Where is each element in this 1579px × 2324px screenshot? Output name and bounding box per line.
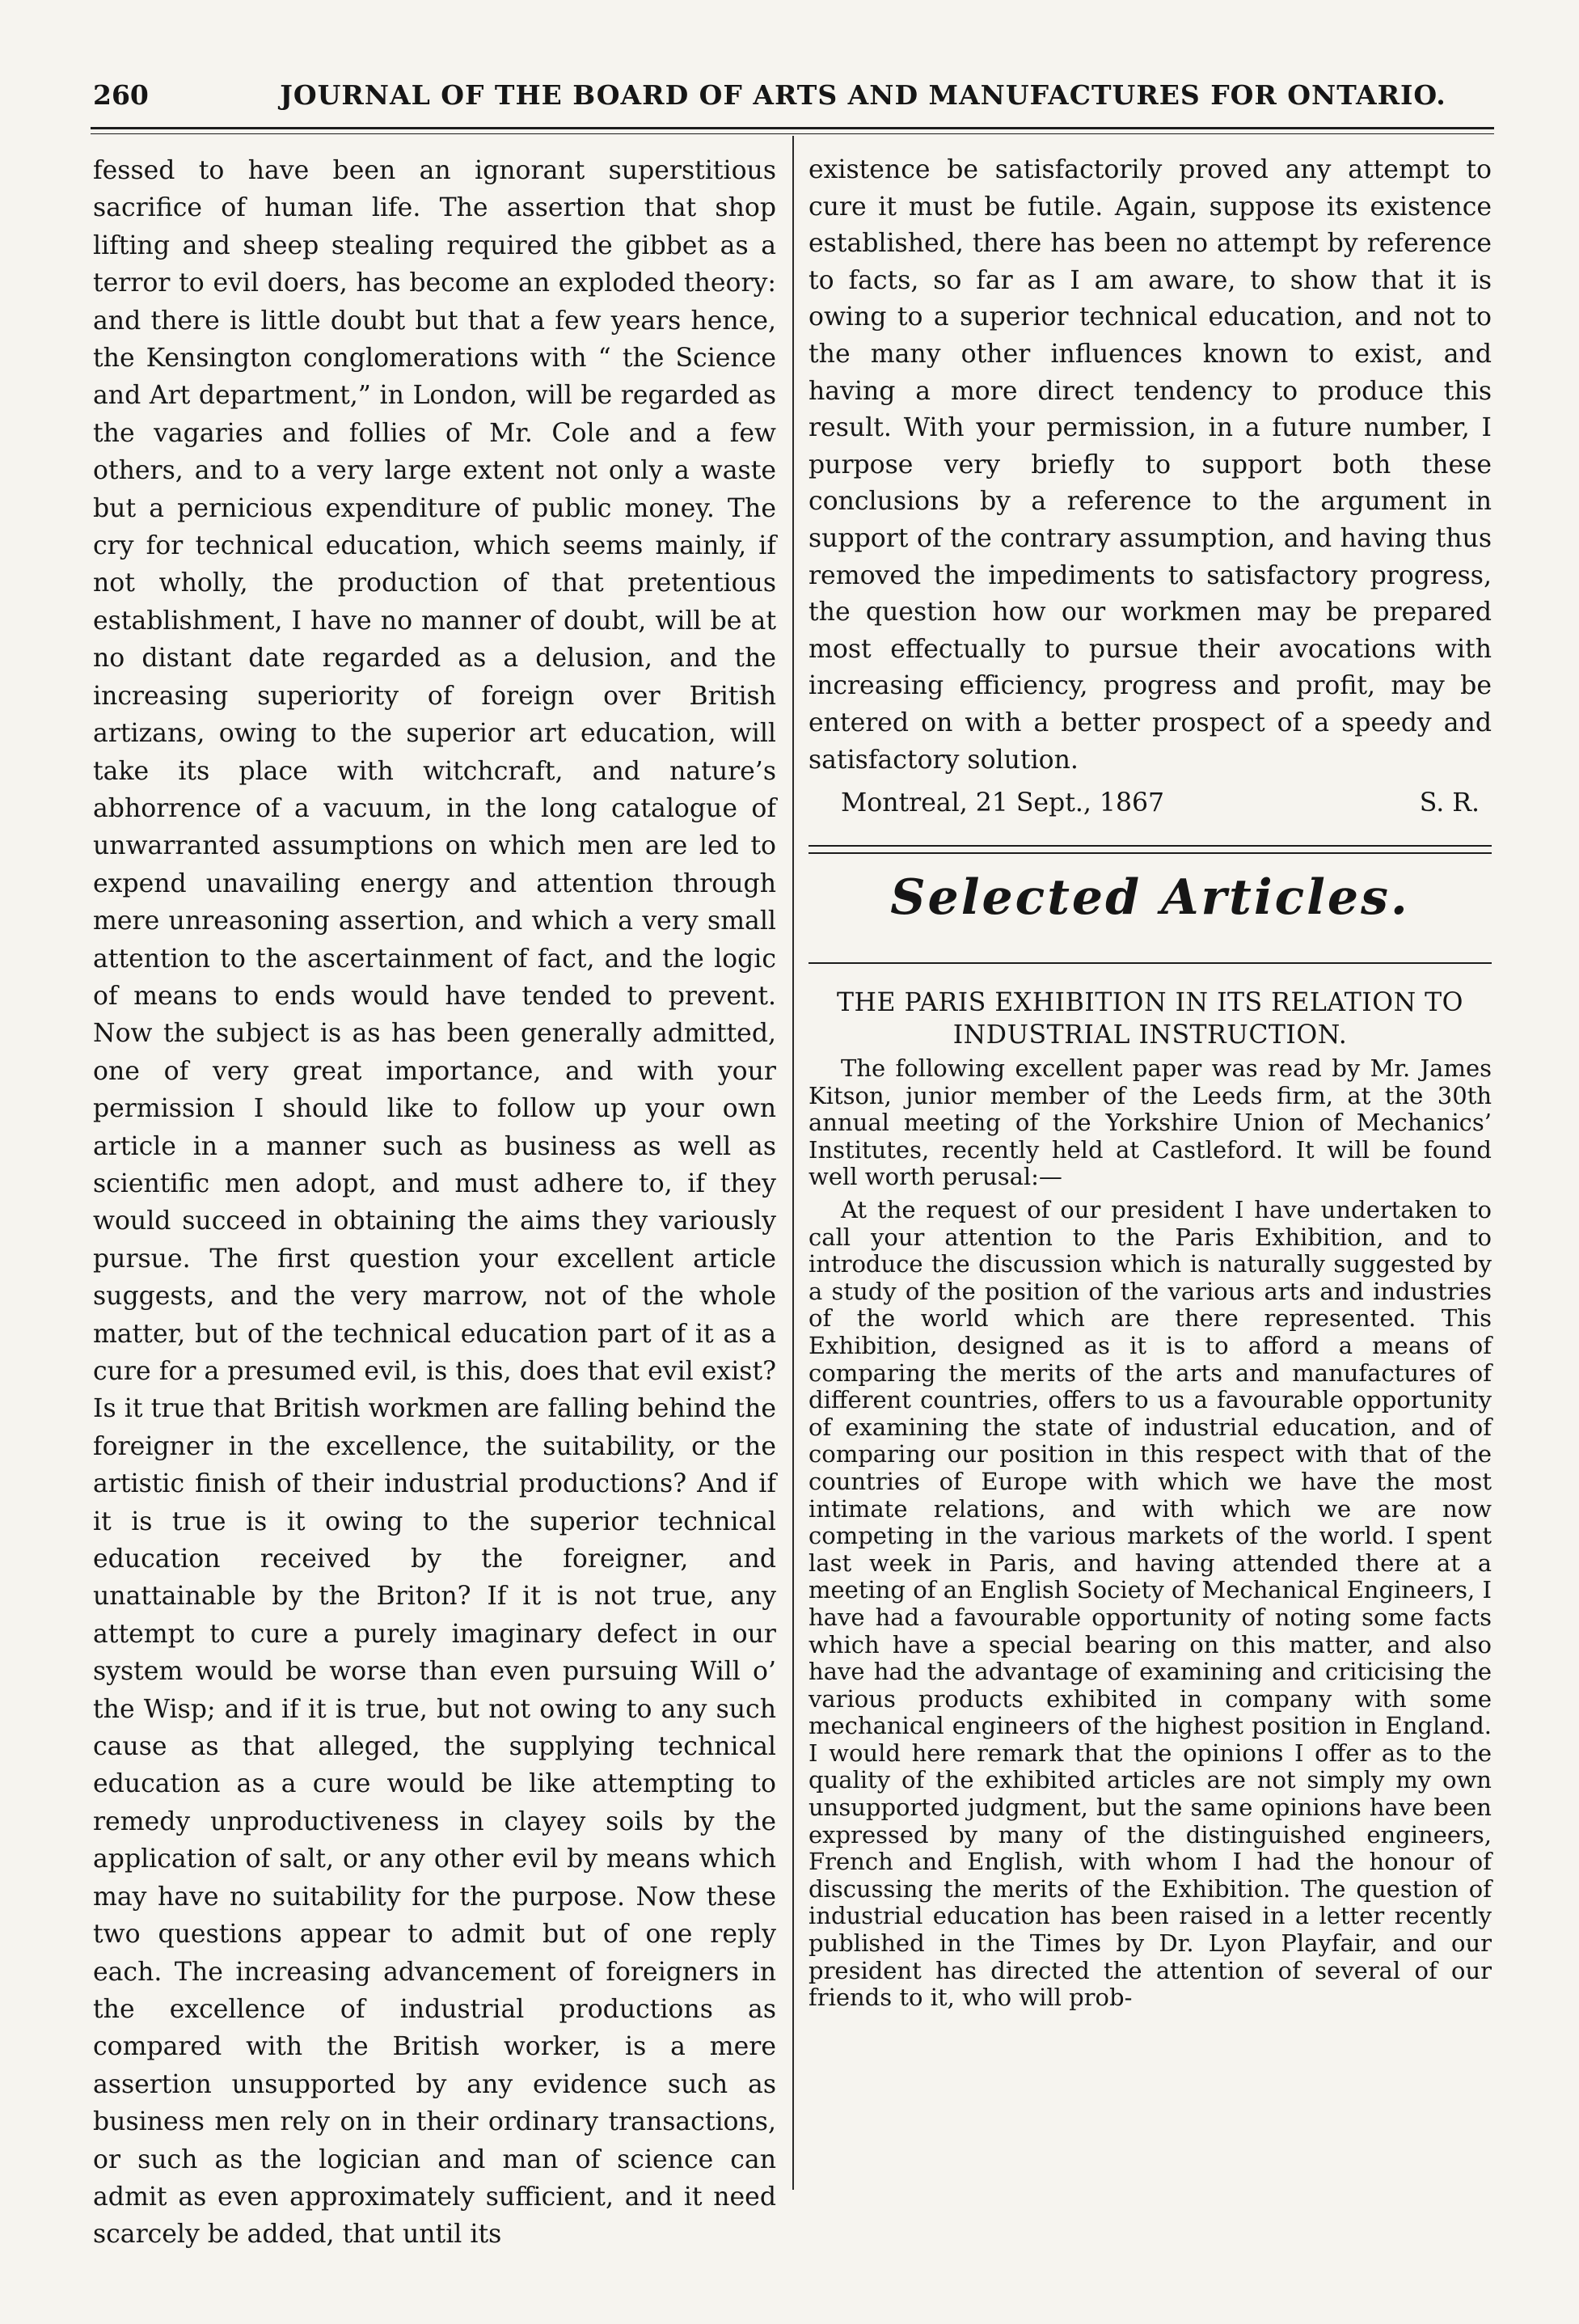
letter-conclusion-text: existence be satisfactorily proved any attempt to cure it must be futile. Again, suppose its existence established, there has been no attempt by reference to facts, so far as I am aware, to show that it is owing to a superior technical education, and not to the many other influences known to exist, and having a more direct tendency to produce this result. With your permission, in a future number, I purpose very briefly to support both these conclusions by a reference to the argument in support of the contrary assumption, and having thus removed the impediments to satisfactory progress, the question how our workmen may be prepared most effectually to pursue their avocations with increasing efficiency, progress and profit, may be entered on with a better prospect of a speedy and satisfactory solution. [808,155,1492,775]
page-number: 260 [93,79,149,111]
section-rule [808,845,1492,847]
article-body [808,1197,1492,2012]
section-heading: Selected Articles. [890,869,1410,926]
signature-initials: S. R. [1419,788,1480,818]
letter-signature [841,788,1480,826]
article-intro-text: The following excellent paper was read by Mr. James Kitson, junior member of the Leeds firm, at the 30th annual meeting of the Yorkshire Union of Mechanics’ Institutes, recently held at Castleford. It will be found well worth perusal:— [808,1054,1492,1191]
section-heading-rule [808,962,1492,964]
column-divider [792,136,794,2190]
left-column [93,152,776,2254]
letter-conclusion [808,152,1492,779]
article-body-text: At the request of our president I have undertaken to call your attention to the Paris Exhibition, and to introduce the discussion which is naturally suggested by a study of the position of the various arts and industries of the world which are there represented. This Exhibition, designed as it is to afford a means of comparing the merits of the arts and manufactures of different countries, offers to us a favourable opportunity of examining the state of industrial education, and of comparing our position in this respect with that of the countries of Europe with which we have the most intimate relations, and with which we are now competing in the various markets of the world. I spent last week in Paris, and having attended there at a meeting of an English Society of Mechanical Engineers, I have had a favourable opportunity of noting some facts which have a special bearing on this matter, and also have had the advantage of examining and criticising the various products exhibited in company with some mechanical engineers of the highest position in England. I would here remark that the opinions I offer as to the quality of the exhibited articles are not simply my own unsupported judgment, but the same opinions have been expressed by many of the distinguished engineers, French and English, with whom I had the honour of discussing the merits of the Exhibition. The question of industrial education has been raised in a letter recently published in the Times by Dr. Lyon Playfair, and our president has directed the attention of several of our friends to it, who will prob- [808,1196,1492,2012]
header-rule [91,127,1494,129]
left-column-text: fessed to have been an ignorant superstitious sacrifice of human life. The assertion that shop lifting and sheep stealing required the gibbet as a terror to evil doers, has become an exploded theory: and there is little doubt but that a few years hence, the Kensington conglomerations with “ the Science and Art department,” in London, will be regarded as the vagaries and follies of Mr. Cole and a few others, and to a very large extent not only a waste but a pernicious expenditure of public money. The cry for technical education, which seems mainly, if not wholly, the production of that pretentious establishment, I have no manner of doubt, will be at no distant date regarded as a delusion, and the increasing superiority of foreign over British artizans, owing to the superior art education, will take its place with witchcraft, and nature’s abhorrence of a vacuum, in the long catalogue of unwarranted assumptions on which men are led to expend unavailing energy and attention through mere unreasoning assertion, and which a very small attention to the ascertainment of fact, and the logic of means to ends would have tended to prevent. Now the subject is as has been generally admitted, one of very great importance, and with your permission I should like to follow up your own article in a manner such as business as well as scientific men adopt, and must adhere to, if they would succeed in obtaining the aims they variously pursue. The first question your excellent article suggests, and the very marrow, not of the whole matter, but of the technical education part of it as a cure for a presumed evil, is this, does that evil exist? Is it true that British workmen are falling behind the foreigner in the excellence, the suitability, or the artistic finish of their industrial productions? And if it is true is it owing to the superior technical education received by the foreigner, and unattainable by the Briton? If it is not true, any attempt to cure a purely imaginary defect in our system would be worse than even pursuing Will o’ the Wisp; and if it is true, but not owing to any such cause as that alleged, the supplying technical education as a cure would be like attempting to remedy unproductiveness in clayey soils by the application of salt, or any other evil by means which may have no suitability for the purpose. Now these two questions appear to admit but of one reply each. The increasing advancement of foreigners in the excellence of industrial productions as compared with the British worker, is a mere assertion unsupported by any evidence such as business men rely on in their ordinary transactions, or such as the logician and man of science can admit as even approximately sufficient, and it need scarcely be added, that until its [93,156,776,2250]
header-rule-thin [91,133,1494,134]
page-header [93,79,1488,121]
article-intro [808,1055,1492,1191]
section-rule-thin [808,852,1492,854]
signature-place-date: Montreal, 21 Sept., 1867 [841,788,1165,818]
journal-title: JOURNAL OF THE BOARD OF ARTS AND MANUFACTURES FOR ONTARIO. [280,79,1446,111]
article-title: THE PARIS EXHIBITION IN ITS RELATION TO INDUSTRIAL INSTRUCTION. [837,988,1463,1050]
